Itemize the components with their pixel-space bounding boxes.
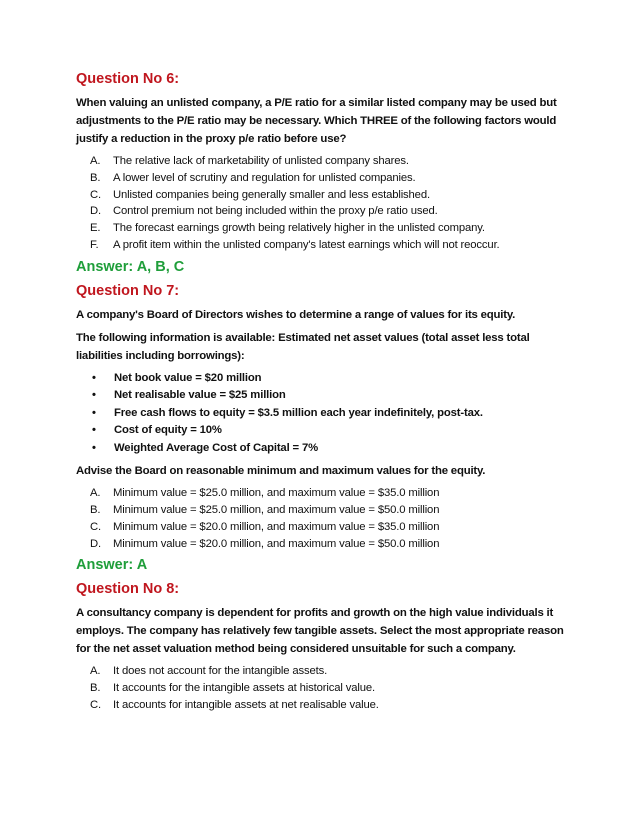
bullet-icon: •	[92, 424, 96, 437]
question-6-text: When valuing an unlisted company, a P/E ratio for a similar listed company may be used but adjustments to the P/E ratio may be necessary. Which THREE of the following factors would justify a reduction in the proxy p/e ratio before use?	[76, 97, 557, 145]
option-letter: D.	[90, 205, 101, 218]
option-letter: F.	[90, 238, 99, 251]
option-letter: C.	[90, 699, 101, 712]
option-text: Unlisted companies being generally smaller and less established.	[113, 188, 430, 201]
question-7-text: A company's Board of Directors wishes to determine a range of values for its equity.	[76, 308, 516, 321]
bullet-text: Free cash flows to equity = $3.5 million each year indefinitely, post-tax.	[114, 406, 483, 419]
option-text: Minimum value = $25.0 million, and maximum value = $50.0 million	[113, 504, 440, 517]
question-7-answer: Answer: A	[76, 557, 148, 574]
option-letter: A.	[90, 487, 101, 500]
question-6-heading: Question No 6:	[76, 71, 180, 87]
option-letter: A.	[90, 155, 101, 167]
question-8-options	[76, 663, 576, 713]
option-letter: E.	[90, 222, 101, 235]
option-text: Minimum value = $20.0 million, and maximum value = $50.0 million	[113, 537, 440, 550]
option-text: A profit item within the unlisted company's latest earnings which will not reoccur.	[113, 238, 500, 251]
question-6-options	[76, 153, 576, 254]
bullet-text: Net book value = $20 million	[114, 371, 262, 384]
option-text: The forecast earnings growth being relatively higher in the unlisted company.	[113, 222, 485, 235]
bullet-icon: •	[92, 371, 96, 384]
question-7-heading: Question No 7:	[76, 282, 180, 299]
option-c	[90, 187, 576, 204]
option-b	[90, 170, 576, 187]
option-c	[90, 519, 576, 536]
option-e	[90, 220, 576, 237]
question-7-options	[76, 485, 576, 552]
option-letter: B.	[90, 171, 101, 184]
option-text: It accounts for intangible assets at net realisable value.	[113, 699, 379, 712]
page-content	[76, 71, 576, 717]
bullet-item	[92, 440, 576, 458]
option-a	[90, 485, 576, 502]
question-7-prompt: Advise the Board on reasonable minimum and maximum values for the equity.	[76, 465, 486, 478]
bullet-item	[92, 387, 576, 405]
option-letter: D.	[90, 537, 101, 550]
option-a	[90, 663, 576, 680]
bullet-icon: •	[92, 389, 96, 402]
bullet-text: Cost of equity = 10%	[114, 424, 222, 437]
option-text: It accounts for the intangible assets at historical value.	[113, 682, 375, 695]
bullet-item	[92, 405, 576, 423]
question-8-heading: Question No 8:	[76, 581, 180, 598]
option-b	[90, 502, 576, 519]
option-c	[90, 697, 576, 714]
bullet-item	[92, 370, 576, 388]
option-letter: A.	[90, 665, 101, 678]
option-text: Minimum value = $25.0 million, and maximum value = $35.0 million	[113, 487, 440, 500]
bullet-icon: •	[92, 441, 96, 454]
option-a	[90, 153, 576, 170]
option-letter: C.	[90, 188, 101, 201]
option-f	[90, 237, 576, 254]
option-letter: B.	[90, 504, 101, 517]
bullet-icon: •	[92, 406, 96, 419]
option-text: It does not account for the intangible assets.	[113, 665, 328, 678]
option-text: Control premium not being included within the proxy p/e ratio used.	[113, 205, 438, 218]
question-7-bullets	[76, 370, 576, 458]
bullet-item	[92, 422, 576, 440]
option-letter: B.	[90, 682, 101, 695]
bullet-text: Net realisable value = $25 million	[114, 389, 286, 402]
option-d	[90, 536, 576, 553]
question-6-answer: Answer: A, B, C	[76, 258, 185, 275]
question-8-text: A consultancy company is dependent for profits and growth on the high value individuals it employs. The company has relatively few tangible assets. Select the most appropriate reason for the net asset valuation method being considered unsuitable for such a company.	[76, 607, 564, 656]
option-text: Minimum value = $20.0 million, and maximum value = $35.0 million	[113, 520, 440, 533]
option-letter: C.	[90, 520, 101, 533]
option-text: The relative lack of marketability of unlisted company shares.	[113, 155, 409, 167]
question-7-info: The following information is available: Estimated net asset values (total asset less total liabilities including borrowings):	[76, 331, 530, 362]
option-d	[90, 203, 576, 220]
option-text: A lower level of scrutiny and regulation for unlisted companies.	[113, 171, 416, 184]
option-b	[90, 680, 576, 697]
bullet-text: Weighted Average Cost of Capital = 7%	[114, 441, 319, 454]
